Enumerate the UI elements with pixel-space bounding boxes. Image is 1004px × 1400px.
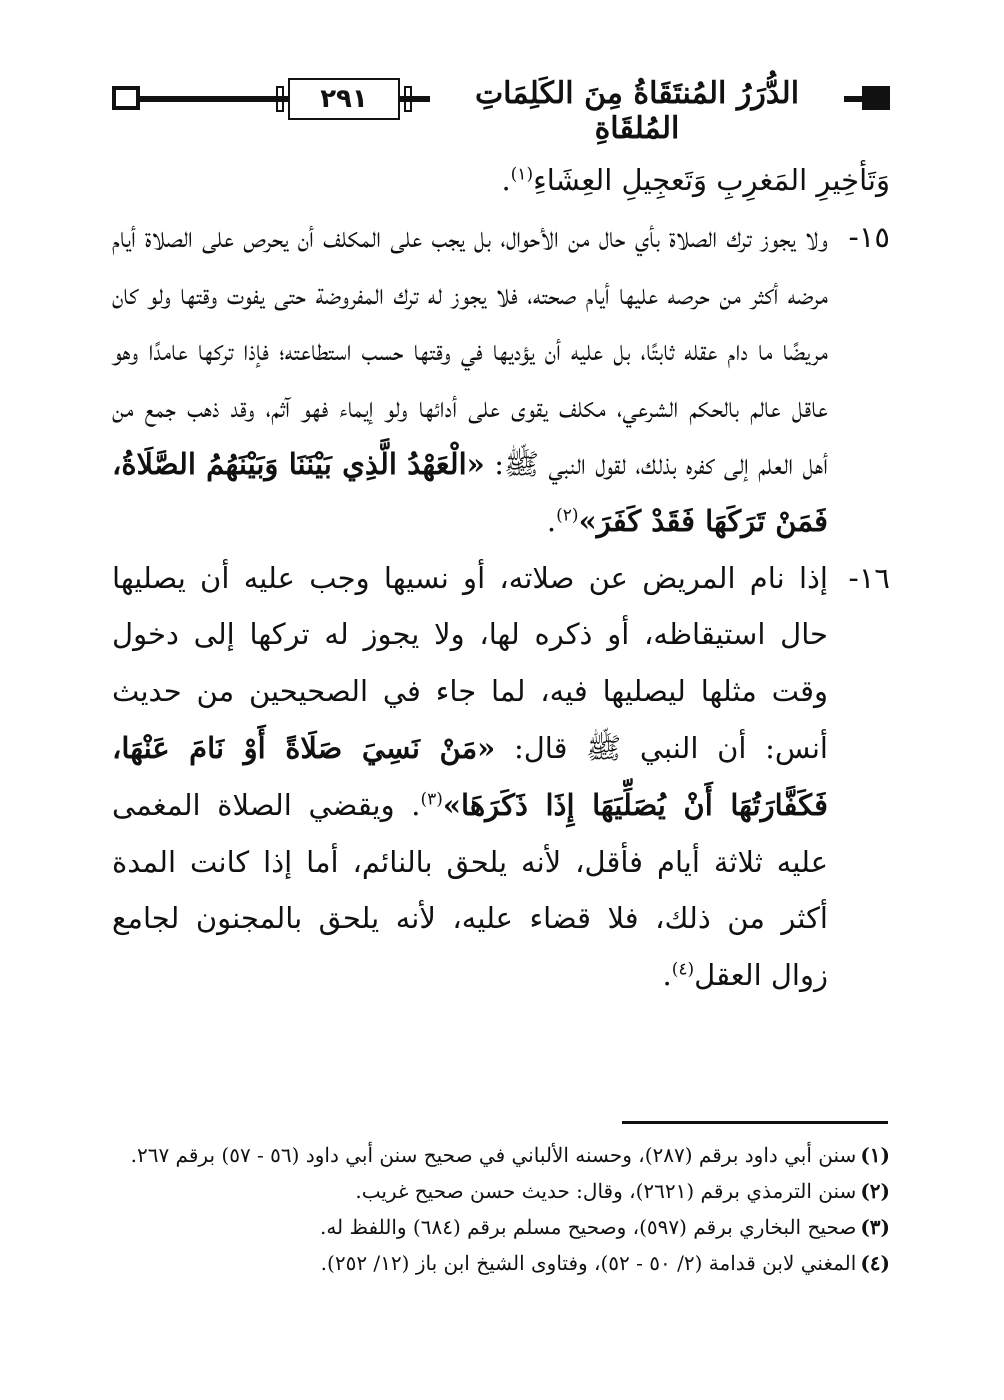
- footnote-text: سنن الترمذي برقم (٢٦٢١)، وقال: حديث حسن صحيح غريب.: [355, 1179, 857, 1203]
- footnote-1: [112, 1140, 890, 1170]
- item-16-number: ١٦-: [848, 560, 890, 595]
- continuation-line: وَتَأخِيرِ المَغرِبِ وَتَعجِيلِ العِشَاءِ$^{(١)}$.: [501, 163, 890, 197]
- footnote-3: [112, 1212, 890, 1242]
- item-15: ١٥- ولا يجوز ترك الصلاة بأي حال من الأحوال، بل يجب على المكلف أن يحرص على الصلاة أيام مرضه أكثر من حرصه عليها أيام صحته، فلا يجوز له ترك المفروضة حتى يفوت وقتها ولو كان مريضًا ما دام عقله ثابتًا، بل عليه أن يؤديها في وقتها حسب استطاعته؛ فإذا تركها عامدًا وهو عاقل عالم بالحكم الشرعي، مكلف يقوى على أدائها ولو إيماء فهو آثم، وقد ذهب جمع من أهل العلم إلى كفره بذلك، لقول النبي ﷺ: «الْعَهْدُ الَّذِي بَيْنَنَا وَبَيْنَهُمُ الصَّلَاةُ، فَمَنْ تَرَكَهَا فَقَدْ كَفَرَ»$^{(٢)}$.: [112, 209, 890, 550]
- header-rule-left: [140, 96, 290, 102]
- item-16-hadith: «مَنْ نَسِيَ صَلَاةً أَوْ نَامَ عَنْهَا، فَكَفَّارَتُهَا أَنْ يُصَلِّيَهَا إِذَا ذَكَرَهَا»: [112, 730, 828, 822]
- item-16-continuation: ويقضي الصلاة المغمى عليه ثلاثة أيام فأقل، لأنه يلحق بالنائم، أما إذا كانت المدة أكثر من ذلك، فلا قضاء عليه، لأنه يلحق بالمجنون لجامع زوال العقل: [112, 787, 828, 993]
- main-text: [112, 152, 890, 1004]
- footnote-text: المغني لابن قدامة (٢/ ٥٠ - ٥٢)، وفتاوى الشيخ ابن باز (١٢/ ٢٥٢).: [320, 1251, 857, 1275]
- footnotes: [112, 1140, 890, 1284]
- footnote-ref-1: (١): [510, 164, 534, 185]
- page-number: ٢٩١: [320, 84, 368, 114]
- header-box-outline: [112, 86, 140, 110]
- footnote-separator: [622, 1121, 888, 1124]
- continuation-text: وَتَأخِيرِ المَغرِبِ وَتَعجِيلِ العِشَاءِ: [533, 163, 890, 197]
- header-rule-right: [844, 96, 864, 102]
- page-number-frame: [288, 78, 400, 120]
- footnote-text: سنن أبي داود برقم (٢٨٧)، وحسنه الألباني في صحيح سنن أبي داود (٥٦ - ٥٧) برقم ٢٦٧.: [130, 1143, 857, 1167]
- footnote-number: (٢): [860, 1179, 890, 1203]
- book-title: الدُّرَرُ المُنتَقَاةُ مِنَ الكَلِمَاتِ المُلقَاةِ: [430, 76, 844, 120]
- footnote-text: صحيح البخاري برقم (٥٩٧)، وصحيح مسلم برقم (٦٨٤) واللفظ له.: [319, 1215, 857, 1239]
- item-15-hadith: «الْعَهْدُ الَّذِي بَيْنَنَا وَبَيْنَهُمُ الصَّلَاةُ، فَمَنْ تَرَكَهَا فَقَدْ كَفَرَ»: [112, 446, 828, 538]
- footnote-ref-3: (٣): [420, 789, 443, 810]
- item-15-text: ولا يجوز ترك الصلاة بأي حال من الأحوال، بل يجب على المكلف أن يحرص على الصلاة أيام مرضه أكثر من حرصه عليها أيام صحته، فلا يجوز له ترك المفروضة حتى يفوت وقتها ولو كان مريضًا ما دام عقله ثابتًا، بل عليه أن يؤديها في وقتها حسب استطاعته؛ فإذا تركها عامدًا وهو عاقل عالم بالحكم الشرعي، مكلف يقوى على أدائها ولو إيماء فهو آثم، وقد ذهب جمع من أهل العلم إلى كفره بذلك، لقول النبي ﷺ:: [112, 219, 829, 481]
- footnote-number: (١): [860, 1143, 890, 1167]
- footnote-4: [112, 1248, 890, 1278]
- footnote-2: [112, 1176, 890, 1206]
- footnote-ref-4: (٤): [671, 959, 695, 980]
- page-header: [112, 72, 890, 146]
- footnote-number: (٣): [860, 1215, 890, 1239]
- item-16: ١٦- إذا نام المريض عن صلاته، أو نسيها وجب عليه أن يصليها حال استيقاظه، أو ذكره لها، ولا يجوز له تركها إلى دخول وقت مثلها ليصليها فيه، لما جاء في الصحيحين من حديث أنس: أن النبي ﷺ قال: «مَنْ نَسِيَ صَلَاةً أَوْ نَامَ عَنْهَا، فَكَفَّارَتُهَا أَنْ يُصَلِّيَهَا إِذَا ذَكَرَهَا»$^{(٣)}$. ويقضي الصلاة المغمى عليه ثلاثة أيام فأقل، لأنه يلحق بالنائم، أما إذا كانت المدة أكثر من ذلك، فلا قضاء عليه، لأنه يلحق بالمجنون لجامع زوال العقل$^{(٤)}$.: [112, 550, 890, 1004]
- header-box-solid: [862, 86, 890, 110]
- footnote-ref-2: (٢): [556, 505, 579, 526]
- footnote-number: (٤): [860, 1251, 890, 1275]
- item-16-text: إذا نام المريض عن صلاته، أو نسيها وجب عليه أن يصليها حال استيقاظه، أو ذكره لها، ولا يجوز له تركها إلى دخول وقت مثلها ليصليها فيه، لما جاء في الصحيحين من حديث أنس: أن النبي ﷺ قال:: [112, 560, 828, 765]
- item-15-number: ١٥-: [848, 219, 890, 254]
